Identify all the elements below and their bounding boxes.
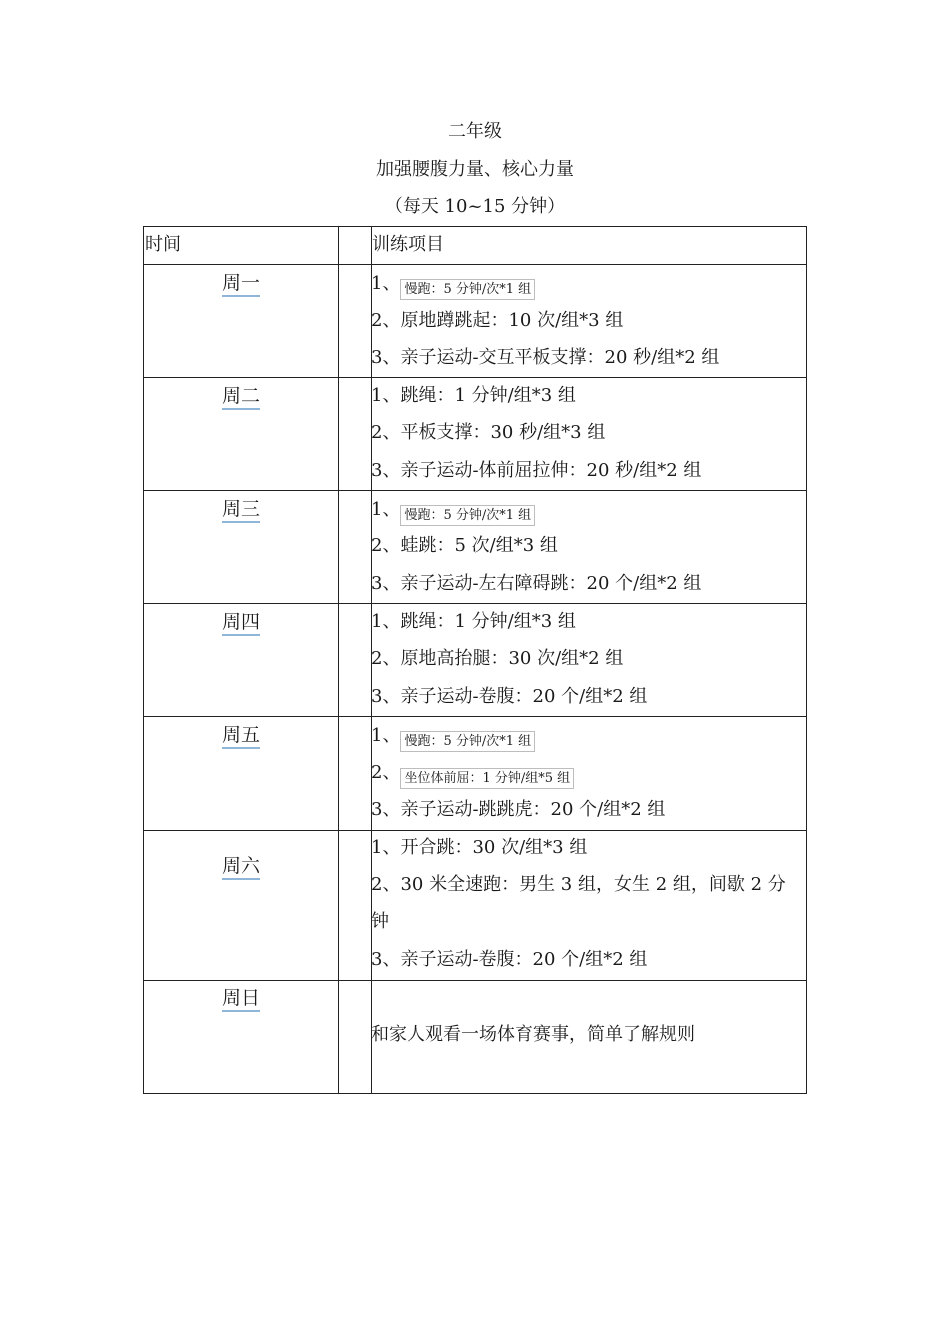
item-text: 亲子运动-体前屈拉伸：20 秒/组*2 组 [400,460,702,481]
training-item-continuation [371,910,389,934]
day-label: 周一 [222,272,260,297]
item-text: 蛙跳：5 次/组*3 组 [400,535,558,556]
training-item [371,572,701,596]
item-text: 平板支撑：30 秒/组*3 组 [400,422,606,443]
item-number: 1、 [371,385,401,406]
item-text: 和家人观看一场体育赛事，简单了解规则 [371,1024,695,1045]
day-label: 周日 [222,987,260,1012]
item-text: 钟 [371,911,389,932]
item-number: 2、 [371,535,401,556]
item-number: 2、 [371,874,401,895]
day-label: 周五 [222,724,260,749]
item-text: 30 米全速跑：男生 3 组，女生 2 组，间歇 2 分 [400,874,786,895]
item-number: 3、 [371,460,401,481]
training-item [371,1023,695,1047]
table-border-top [143,226,807,227]
item-text: 亲子运动-跳跳虎：20 个/组*2 组 [400,799,666,820]
training-item [371,384,576,408]
item-text: 亲子运动-卷腹：20 个/组*2 组 [400,949,648,970]
item-text: 跳绳：1 分钟/组*3 组 [400,385,576,406]
item-text: 开合跳：30 次/组*3 组 [400,837,588,858]
table-border-left [143,226,144,1094]
training-item [371,948,647,972]
day-saturday[interactable] [144,853,338,879]
day-friday[interactable] [144,722,338,748]
item-text: 亲子运动-卷腹：20 个/组*2 组 [400,686,648,707]
training-item [371,272,535,296]
day-sunday[interactable] [144,985,338,1011]
item-number: 3、 [371,686,401,707]
table-border-bottom [143,1093,807,1094]
day-label: 周三 [222,498,260,523]
item-number: 2、 [371,762,401,783]
boxed-item-text: 慢跑：5 分钟/次*1 组 [400,731,535,752]
grade-title: 二年级 [448,121,502,142]
training-item [371,346,719,370]
training-item [371,610,576,634]
training-item [371,685,647,709]
item-number: 2、 [371,648,401,669]
item-text: 亲子运动-交互平板支撑：20 秒/组*2 组 [400,347,720,368]
day-thursday[interactable] [144,609,338,635]
row-divider [143,603,807,604]
training-item [371,309,623,333]
training-item [371,421,605,445]
row-divider [143,490,807,491]
table-border-right [806,226,807,1094]
column-divider [338,226,339,1094]
training-item [371,534,558,558]
item-text: 跳绳：1 分钟/组*3 组 [400,611,576,632]
day-monday[interactable] [144,270,338,296]
item-number: 2、 [371,422,401,443]
training-item [371,498,535,522]
boxed-item-text: 慢跑：5 分钟/次*1 组 [400,279,535,300]
day-label: 周二 [222,385,260,410]
item-number: 3、 [371,347,401,368]
training-item [371,724,535,748]
training-item [371,798,665,822]
row-divider [143,980,807,981]
day-tuesday[interactable] [144,383,338,409]
item-number: 3、 [371,573,401,594]
item-number: 3、 [371,799,401,820]
training-item [371,761,574,785]
boxed-item-text: 慢跑：5 分钟/次*1 组 [400,505,535,526]
row-divider [143,830,807,831]
table-header-divider [143,264,807,265]
item-text: 亲子运动-左右障碍跳：20 个/组*2 组 [400,573,702,594]
row-divider [143,716,807,717]
training-item [371,459,701,483]
item-number: 2、 [371,310,401,331]
day-wednesday[interactable] [144,496,338,522]
day-label: 周四 [222,611,260,636]
duration-note: （每天 10~15 分钟） [384,196,566,217]
row-divider [143,377,807,378]
header-time: 时间 [145,234,181,255]
day-label: 周六 [222,855,260,880]
item-number: 1、 [371,273,401,294]
item-number: 1、 [371,611,401,632]
item-text: 原地蹲跳起：10 次/组*3 组 [400,310,624,331]
header-training-items: 训练项目 [372,234,444,255]
boxed-item-text: 坐位体前屈：1 分钟/组*5 组 [400,768,574,789]
training-item [371,873,786,897]
training-item [371,836,587,860]
item-number: 1、 [371,725,401,746]
item-text: 原地高抬腿：30 次/组*2 组 [400,648,624,669]
focus-subtitle: 加强腰腹力量、核心力量 [376,159,574,180]
item-number: 1、 [371,837,401,858]
item-number: 1、 [371,499,401,520]
training-item [371,647,623,671]
item-number: 3、 [371,949,401,970]
